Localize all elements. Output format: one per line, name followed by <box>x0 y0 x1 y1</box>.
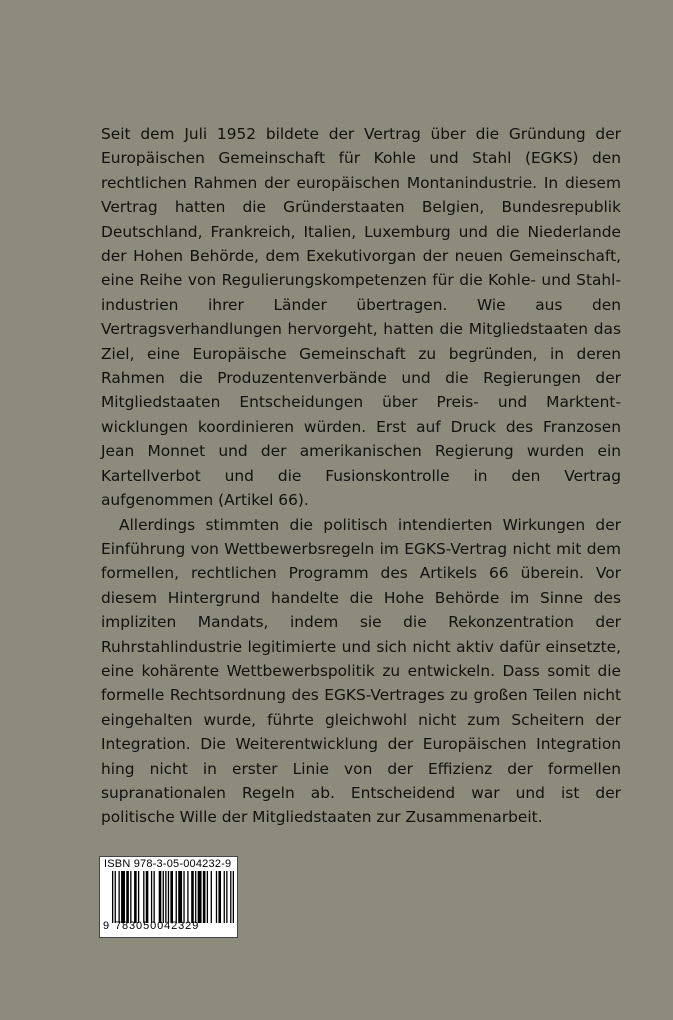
barcode-bar <box>134 871 137 923</box>
barcode-bar <box>170 871 173 923</box>
barcode-bar <box>226 871 227 923</box>
barcode-bar <box>165 871 166 923</box>
ean-first-digit: 9 <box>103 920 110 932</box>
barcode-bar <box>198 871 202 923</box>
barcode-bar <box>143 871 144 923</box>
barcode-bar <box>130 871 131 923</box>
isbn-barcode <box>99 856 238 938</box>
barcode-bar <box>176 871 177 923</box>
barcode-bar <box>163 871 164 923</box>
barcode-bar <box>233 871 234 923</box>
barcode-bar <box>121 871 125 923</box>
barcode-bar <box>195 871 196 923</box>
back-cover-blurb <box>101 122 621 830</box>
barcode-bars <box>112 871 234 923</box>
blurb-paragraph-2: Allerdings stimmten die politisch intendierten Wirkungen der Einführung von Wettbewerbsregeln im EGKS-Vertrag nicht mit dem formellen, rechtlichen Programm des Artikels 66 überein. Vor diesem Hintergrund handelte die Hohe Behörde im Sinne des impliziten Mandats, indem sie die Rekonzentration der Ruhrstahlindustrie legitimierte und sich nicht aktiv dafür einsetzte, eine kohärente Wettbewerbspolitik zu entwickeln. Dass somit die formelle Rechtsordnung des EGKS-Vertrages zu großen Teilen nicht eingehalten wurde, führte gleichwohl nicht zum Scheitern der Integration. Die Weiterentwicklung der Europäischen Integration hing nicht in erster Linie von der Effizienz der formellen supranationalen Regeln ab. Entscheidend war und ist der politische Wille der Mitgliedstaaten zur Zusammenarbeit. <box>101 515 621 827</box>
isbn-label: ISBN 978-3-05-004232-9 <box>104 858 232 870</box>
barcode-bar <box>218 871 221 923</box>
barcode-bar <box>207 871 208 923</box>
barcode-bar <box>151 871 152 923</box>
barcode-bar <box>168 871 169 923</box>
barcode-bar <box>178 871 182 923</box>
barcode-bar <box>183 871 184 923</box>
barcode-bar <box>154 871 155 923</box>
barcode-bar <box>138 871 139 923</box>
barcode-bar <box>230 871 231 923</box>
barcode-bar <box>203 871 206 923</box>
barcode-bar <box>159 871 162 923</box>
barcode-bar <box>211 871 212 923</box>
barcode-bar <box>216 871 217 923</box>
barcode-bar <box>224 871 225 923</box>
barcode-bar <box>146 871 149 923</box>
barcode-bar <box>115 871 116 923</box>
barcode-bar <box>118 871 119 923</box>
blurb-paragraph-1: Seit dem Juli 1952 bildete der Vertrag über die Gründung der Europäischen Gemeinschaft für Kohle und Stahl (EGKS) den rechtlichen Rahmen der europäischen Montanindustrie. In diesem Vertrag hatten die Gründerstaaten Belgien, Bundesrepublik Deutschland, Frankreich, Italien, Luxemburg und die Niederlande der Hohen Behörde, dem Exekutivorgan der neuen Gemeinschaft, eine Reihe von Regulierungskompetenzen für die Kohle- und Stahlindustrien ihrer Länder übertragen. Wie aus den Vertragsverhandlungen hervorgeht, hatten die Mitgliedstaaten das Ziel, eine Europäische Gemeinschaft zu begründen, in deren Rahmen die Produzentenverbände und die Regierungen der Mitgliedstaaten Entscheidungen über Preis- und Marktentwicklungen koordinieren würden. Erst auf Druck des Franzosen Jean Monnet und der amerikanischen Regierung wurden ein Kartellverbot und die Fusionskontrolle in den Vertrag aufgenommen (Artikel 66). <box>101 125 621 510</box>
barcode-bar <box>187 871 188 923</box>
barcode-bar <box>112 871 113 923</box>
barcode-bar <box>191 871 194 923</box>
barcode-bar <box>126 871 129 923</box>
ean-digits: 783050042329 <box>115 920 200 932</box>
